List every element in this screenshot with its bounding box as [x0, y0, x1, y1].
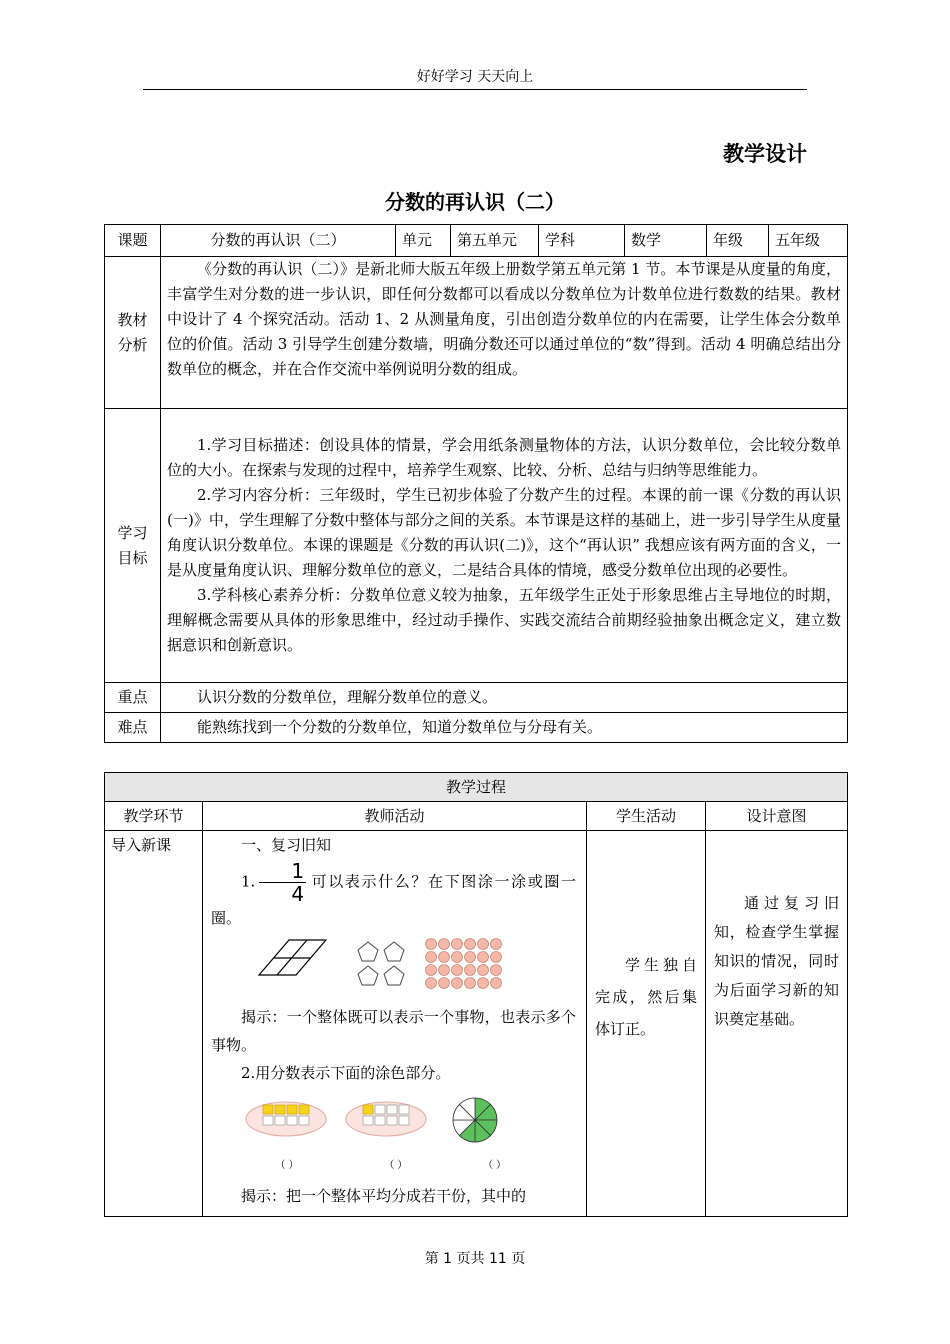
difficulty-text: 能熟练找到一个分数的分数单位，知道分数单位与分母有关。	[197, 718, 603, 736]
page-footer: 第 1 页共 11 页	[424, 1251, 526, 1267]
peach-icon	[491, 965, 502, 976]
shaded-fraction-figures	[211, 1091, 571, 1149]
analysis-text: 《分数的再认识（二）》是新北师大版五年级上册数学第五单元第 1 节。本节课是从度量的角度，丰富学生对分数的进一步认识，即任何分数都可以看成以分数单位为计数单位进行数数的结果。教材中设计了 4 个探究活动。活动 1、2 从测量角度，引出创造分数单位的内在需要，让学生体会分数单位的价值。活动 3 引导学生创建分数墙，明确分数还可以通过单位的“数”得到。活动 4 明确总结出分数单位的概念，并在合作交流中举例说明分数的组成。	[167, 260, 841, 378]
lesson-title: 分数的再认识（二）	[385, 190, 565, 214]
box-icon	[287, 1116, 297, 1125]
fraction-denominator: 4	[291, 882, 305, 906]
question-1-text: 可以表示什么？在下图涂一涂或圈一圈。	[211, 872, 576, 927]
peach-icon	[491, 952, 502, 963]
box-icon	[299, 1105, 309, 1114]
peach-icon	[478, 978, 489, 989]
peach-icon	[439, 978, 450, 989]
design-intent-text: 通过复习旧知，检查学生掌握知识的情况，同时为后面学习新的知识奠定基础。	[714, 894, 840, 1028]
question-1	[211, 860, 576, 931]
peach-array	[426, 939, 502, 989]
subject-label: 学科	[539, 225, 625, 257]
peach-icon	[426, 939, 437, 950]
peach-icon	[439, 939, 450, 950]
grade-value: 五年级	[769, 225, 848, 257]
box-icon	[363, 1105, 373, 1114]
box-icon	[287, 1105, 297, 1114]
box-icon	[299, 1116, 309, 1125]
reveal-1: 揭示：一个整体既可以表示一个事物，也表示多个事物。	[211, 1008, 576, 1054]
peach-icon	[426, 965, 437, 976]
peach-icon	[491, 939, 502, 950]
answer-blanks	[211, 1151, 576, 1178]
box-icon	[387, 1116, 397, 1125]
answer-blank[interactable]: （ ）	[275, 1160, 299, 1171]
box-icon	[387, 1105, 397, 1114]
box-icon	[375, 1116, 385, 1125]
shaded-circle-figure	[453, 1098, 497, 1142]
peach-icon	[426, 952, 437, 963]
box-icon	[275, 1105, 285, 1114]
teaching-process-table	[104, 772, 848, 1217]
topic-value: 分数的再认识（二）	[161, 225, 396, 257]
peach-icon	[478, 952, 489, 963]
box-icon	[275, 1116, 285, 1125]
unit-value: 第五单元	[451, 225, 539, 257]
parallelogram-grid	[259, 940, 326, 975]
shapes-illustration	[211, 935, 571, 999]
column-header: 学生活动	[587, 802, 706, 831]
column-header: 教师活动	[203, 802, 587, 831]
peach-icon	[478, 965, 489, 976]
analysis-label: 教材分析	[105, 257, 161, 409]
fraction-one-quarter	[259, 860, 306, 905]
box-icon	[363, 1116, 373, 1125]
peach-icon	[465, 965, 476, 976]
process-title: 教学过程	[105, 773, 848, 802]
answer-blank[interactable]: （ ）	[384, 1160, 408, 1171]
peach-icon	[465, 939, 476, 950]
lesson-info-table	[104, 224, 848, 743]
objectives-label: 学习目标	[105, 409, 161, 683]
peach-icon	[452, 978, 463, 989]
peach-icon	[426, 978, 437, 989]
peach-icon	[452, 939, 463, 950]
header-rule	[143, 89, 807, 90]
column-header: 教学环节	[105, 802, 203, 831]
key-point-text: 认识分数的分数单位，理解分数单位的意义。	[197, 688, 498, 706]
page-header: 好好学习 天天向上	[416, 69, 534, 85]
difficulty-label: 难点	[105, 713, 161, 743]
subject-value: 数学	[625, 225, 707, 257]
box-icon	[399, 1116, 409, 1125]
topic-label: 课题	[105, 225, 161, 257]
pentagon-group	[358, 942, 404, 985]
design-intent-cell	[706, 831, 848, 1217]
grade-label: 年级	[707, 225, 769, 257]
peach-icon	[439, 952, 450, 963]
peach-icon	[452, 952, 463, 963]
key-point-label: 重点	[105, 683, 161, 713]
student-activity-cell	[587, 831, 706, 1217]
question-1-number: 1.	[241, 872, 256, 891]
unit-label: 单元	[396, 225, 451, 257]
peach-icon	[491, 978, 502, 989]
student-activity-text: 学生独自完成，然后集体订正。	[595, 956, 697, 1038]
box-icon	[263, 1105, 273, 1114]
objective-item: 2.学习内容分析：三年级时，学生已初步体验了分数产生的过程。本课的前一课《分数的再认识(一)》中，学生理解了分数中整体与部分之间的关系。本节课是这样的基础上，进一步引导学生从度量角度认识分数单位。本课的课题是《分数的再认识(二)》，这个“再认识” 我想应该有两方面的含义，一是从度量角度认识、理解分数单位的意义，二是结合具体的情境，感受分数单位出现的必要性。	[167, 486, 841, 579]
box-icon	[399, 1105, 409, 1114]
difficulty-cell	[161, 713, 848, 743]
peach-icon	[465, 952, 476, 963]
box-icon	[375, 1105, 385, 1114]
reveal-2: 揭示：把一个整体平均分成若干份，其中的	[241, 1187, 527, 1205]
analysis-cell	[161, 257, 848, 409]
answer-blank[interactable]: （ ）	[482, 1160, 507, 1171]
peach-icon	[465, 978, 476, 989]
peach-icon	[452, 965, 463, 976]
question-2: 2.用分数表示下面的涂色部分。	[241, 1064, 451, 1082]
objectives-cell	[161, 409, 848, 683]
fraction-numerator: 1	[259, 860, 306, 883]
box-icon	[263, 1116, 273, 1125]
column-header: 设计意图	[706, 802, 848, 831]
peach-icon	[439, 965, 450, 976]
stage-cell: 导入新课	[105, 831, 203, 1217]
key-point-cell	[161, 683, 848, 713]
teacher-activity-cell	[203, 831, 587, 1217]
doc-title: 教学设计	[723, 142, 807, 166]
objective-item: 3.学科核心素养分析：分数单位意义较为抽象，五年级学生正处于形象思维占主导地位的时期，理解概念需要从具体的形象思维中，经过动手操作、实践交流结合前期经验抽象出概念定义，建立数据意识和创新意识。	[167, 586, 841, 654]
section-heading: 一、复习旧知	[241, 836, 332, 854]
objective-item: 1.学习目标描述：创设具体的情景，学会用纸条测量物体的方法，认识分数单位，会比较分数单位的大小。在探索与发现的过程中，培养学生观察、比较、分析、总结与归纳等思维能力。	[167, 436, 841, 479]
peach-icon	[478, 939, 489, 950]
